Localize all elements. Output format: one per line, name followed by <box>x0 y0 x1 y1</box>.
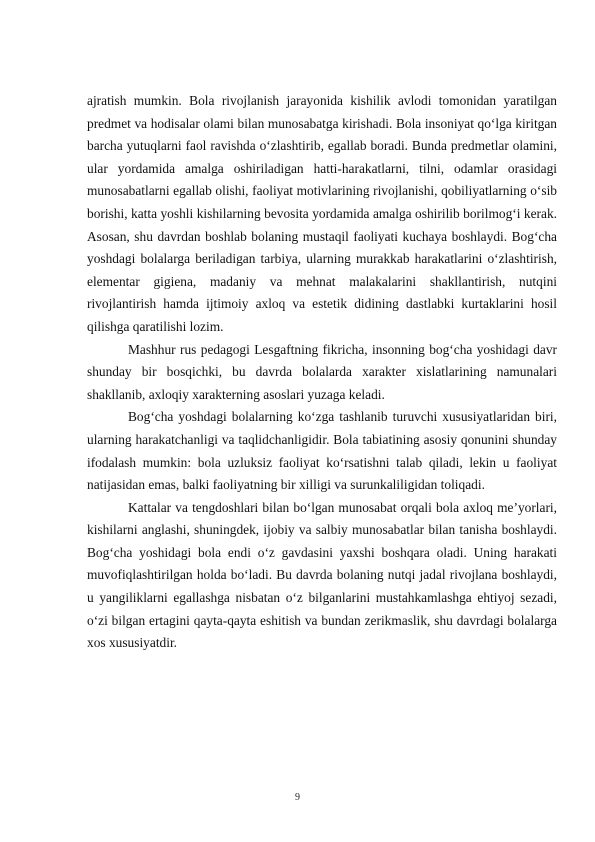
paragraph-2: Mashhur rus pedagogi Lesgaftning fikricha, insonning bog‘cha yoshidagi davr shunday bir bosqichki, bu davrda bolalarda xarakter xislatlarining namunalari shakllanib, axloqiy xarakterning asoslari yuzaga keladi. <box>87 341 557 402</box>
paragraph-4: Kattalar va tengdoshlari bilan bo‘lgan munosabat orqali bola axloq me’yorlari, kishilarni anglashi, shuningdek, ijobiy va salbiy munosabatlar bilan tanisha boshlaydi. Bog‘cha yoshidagi bola endi o‘z gavdasini yaxshi boshqara oladi. Uning harakati muvofiqlashtirilgan holda bo‘ladi. Bu davrda bolaning nutqi jadal rivojlana boshlaydi, u yangiliklarni egallashga nisbatan o‘z bilganlarini mustahkamlashga ehtiyoj sezadi, o‘zi bilgan ertagini qayta-qayta eshitish va bundan zerikmaslik, shu davrdagi bolalarga xos xususiyatdir. <box>87 499 557 651</box>
body-text <box>87 90 557 655</box>
paragraph-1: ajratish mumkin. Bola rivojlanish jarayonida kishilik avlodi tomonidan yaratilgan predmet va hodisalar olami bilan munosabatga kirishadi. Bola insoniyat qo‘lga kiritgan barcha yutuqlarni faol ravishda o‘zlashtirib, egallab boradi. Bunda predmetlar olamini, ular yordamida amalga oshiriladigan hatti-harakatlarni, tilni, odamlar orasidagi munosabatlarni egallab olishi, faoliyat motivlarining rivojlanishi, qobiliyatlarning o‘sib borishi, katta yoshli kishilarning bevosita yordamida amalga oshirilib borilmog‘i kerak. Asosan, shu davrdan boshlab bolaning mustaqil faoliyati kuchaya boshlaydi. Bog‘cha yoshdagi bolalarga beriladigan tarbiya, ularning murakkab harakatlarini o‘zlashtirish, elementar gigiena, madaniy va mehnat malakalarini shakllantirish, nutqini rivojlantirish hamda ijtimoiy axloq va estetik didining dastlabki kurtaklarini hosil qilishga qaratilishi lozim. <box>87 93 557 334</box>
paragraph-3: Bog‘cha yoshdagi bolalarning ko‘zga tashlanib turuvchi xususiyatlaridan biri, ularning harakatchanligi va taqlidchanligidir. Bola tabiatining asosiy qonunini shunday ifodalash mumkin: bola uzluksiz faoliyat ko‘rsatishni talab qiladi, lekin u faoliyat natijasidan emas, balki faoliyatning bir xilligi va surunkaliligidan toliqadi. <box>87 409 557 493</box>
page-number: 9 <box>295 792 300 803</box>
